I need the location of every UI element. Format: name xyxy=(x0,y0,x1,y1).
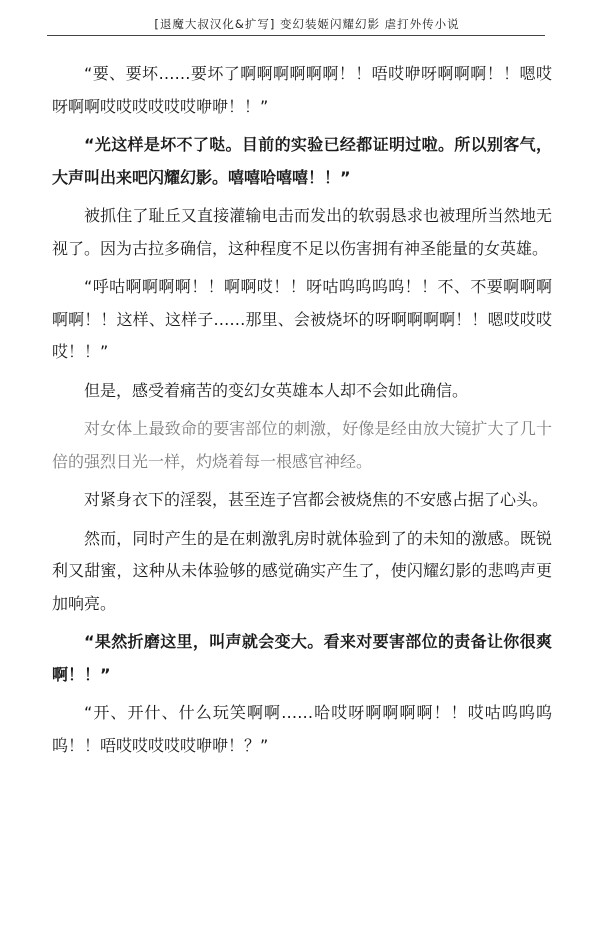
paragraph-7: 对紧身衣下的淫裂，甚至连子宫都会被烧焦的不安感占据了心头。 xyxy=(84,490,549,509)
paragraph-1: “要、要坏……要坏了啊啊啊啊啊啊！！唔哎咿呀啊啊啊！！嗯哎呀啊啊哎哎哎哎哎哎咿咿！！” xyxy=(52,64,552,116)
paragraph-6: 对女体上最致命的要害部位的刺激，好像是经由放大镜扩大了几十倍的强烈日光一样，灼烧着每一根感官神经。 xyxy=(52,419,552,471)
paragraph-5: 但是，感受着痛苦的变幻女英雄本人却不会如此确信。 xyxy=(84,380,469,400)
paragraph-10: “开、开什、什么玩笑啊啊……哈哎呀啊啊啊啊！！哎咕呜呜呜呜！！唔哎哎哎哎哎咿咿！？” xyxy=(52,703,552,755)
paragraph-3: 被抓住了耻丘又直接灌输电击而发出的软弱恳求也被理所当然地无视了。因为古拉多确信，这种程度不足以伤害拥有神圣能量的女英雄。 xyxy=(52,206,552,258)
paragraph-2: “光这样是坏不了哒。目前的实验已经都证明过啦。所以别客气，大声叫出来吧闪耀幻影。嘻嘻哈嘻嘻！！” xyxy=(52,135,552,187)
page-header: [退魔大叔汉化&扩写] 变幻装姬闪耀幻影 虐打外传小说 xyxy=(154,17,460,31)
document-body xyxy=(52,58,552,762)
paragraph-8: 然而，同时产生的是在刺激乳房时就体验到了的未知的激感。既锐利又甜蜜，这种从未体验够的感觉确实产生了，使闪耀幻影的悲鸣声更加响亮。 xyxy=(52,528,552,613)
paragraph-9: “果然折磨这里，叫声就会变大。看来对要害部位的责备让你很爽啊！！” xyxy=(52,632,552,684)
header-divider xyxy=(47,35,545,36)
paragraph-4: “呼咕啊啊啊啊！！啊啊哎！！呀咕呜呜呜呜！！不、不要啊啊啊啊啊！！这样、这样子……那里、会被烧坏的呀啊啊啊啊！！嗯哎哎哎哎！！” xyxy=(52,277,552,361)
